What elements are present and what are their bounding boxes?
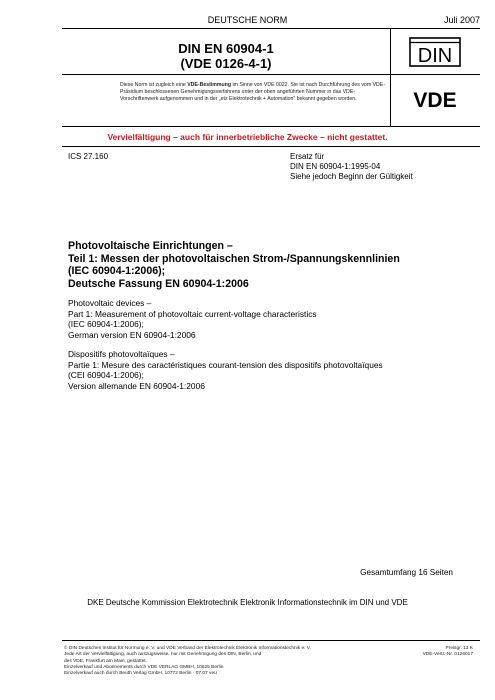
footer-price (423, 646, 473, 659)
standard-number: DIN EN 60904-1 (178, 41, 274, 56)
warning-bottom-rule (62, 146, 480, 147)
title-english (68, 298, 478, 340)
footer-line: des VDE, Frankfurt am Main, gestattet. (64, 658, 147, 664)
norm-type: DEUTSCHE NORM (207, 15, 288, 25)
title-de-line: Photovoltaische Einrichtungen – (68, 240, 233, 252)
title-en-line: Part 1: Measurement of photovoltaic current-voltage characteristics (68, 308, 317, 319)
footer-line: Einzelverkauf und Abonnements durch VDE VERLAG GMBH, 10625 Berlin (64, 664, 224, 670)
title-en-line: (IEC 60904-1:2006); (68, 319, 144, 329)
vde-number: (VDE 0126-4-1) (180, 56, 272, 71)
title-de-line: Teil 1: Messen der photovoltaischen Strom-/Spannungskennlinien (68, 252, 400, 265)
title-fr-line: (CEI 60904-1:2006); (68, 370, 144, 380)
din-logo-text: DIN (417, 45, 453, 67)
vde-distribution-number: VDE-Vertr.-Nr. 0126017 (422, 652, 473, 658)
dke-line: DKE Deutsche Kommission Elektrotechnik Elektronik Informationstechnik im DIN und VDE (87, 598, 408, 607)
title-fr-line: Version allemande EN 60904-1:2006 (68, 380, 205, 391)
title-fr-line: Dispositifs photovoltaïques – (68, 349, 175, 359)
footer-line: Einzelverkauf auch durch Beuth Verlag GmbH, 10772 Berlin · 07.07 veu (64, 671, 217, 677)
footer-line: Jede Art der Vervielfältigung, auch auszugsweise, nur mit Genehmigung des DIN, Berlin, und (64, 652, 262, 658)
footer-copyright (64, 646, 394, 677)
validity-note: Siehe jedoch Beginn der Gültigkeit (290, 172, 413, 181)
title-fr-line: Partie 1: Mesure des caractéristiques courant-tension des dispositifs photovoltaïques (68, 359, 383, 370)
notice-text-1: Diese Norm ist zugleich eine (120, 82, 188, 88)
vde-logo (396, 86, 474, 112)
title-french (68, 349, 478, 391)
vde-logo-text: VDE (413, 89, 457, 112)
footer-rule (62, 640, 480, 641)
logo-divider (390, 28, 391, 126)
footer-line: © DIN Deutsches Institut für Normung e. V. und VDE Verband der Elektrotechnik Elektronik Informationstechnik e. V. (64, 646, 311, 651)
notice-bold: VDE-Bestimmung (187, 82, 231, 88)
replacement-info (290, 152, 413, 182)
din-logo (396, 37, 474, 67)
notice-text-2: im Sinne von VDE 0022. Sie ist nach Durchführung des vom VDE-Präsidium beschlossenen Genehmigungsverfahrens unter der oben angeführten Nummer in das VDE-Vorschriftenwerk aufgenommen und in der „etz Elektrotechnik + Automation“ bekannt gegeben worden. (120, 82, 385, 102)
ics-code: ICS 27.160 (68, 152, 109, 161)
top-rule (62, 28, 480, 29)
vde-notice (120, 82, 390, 103)
title-de-line: (IEC 60904-1:2006); (68, 265, 166, 277)
notice-bottom-rule (62, 126, 480, 127)
replaced-standard: DIN EN 60904-1:1995-04 (290, 162, 381, 171)
title-german (68, 240, 478, 290)
copy-warning: Vervielfältigung – auch für innerbetriebliche Zwecke – nicht gestattet. (107, 132, 388, 142)
middle-rule (62, 74, 480, 75)
title-en-line: Photovoltaic devices – (68, 298, 152, 308)
standard-number-block (62, 41, 390, 71)
page-count: Gesamtumfang 16 Seiten (360, 568, 453, 577)
title-en-line: German version EN 60904-1:2006 (68, 329, 196, 340)
ersatz-label: Ersatz für (290, 152, 325, 161)
price-group: Preisgr. 13 K (445, 646, 473, 651)
publication-date: Juli 2007 (443, 15, 480, 25)
title-de-line: Deutsche Fassung EN 60904-1:2006 (68, 277, 249, 290)
